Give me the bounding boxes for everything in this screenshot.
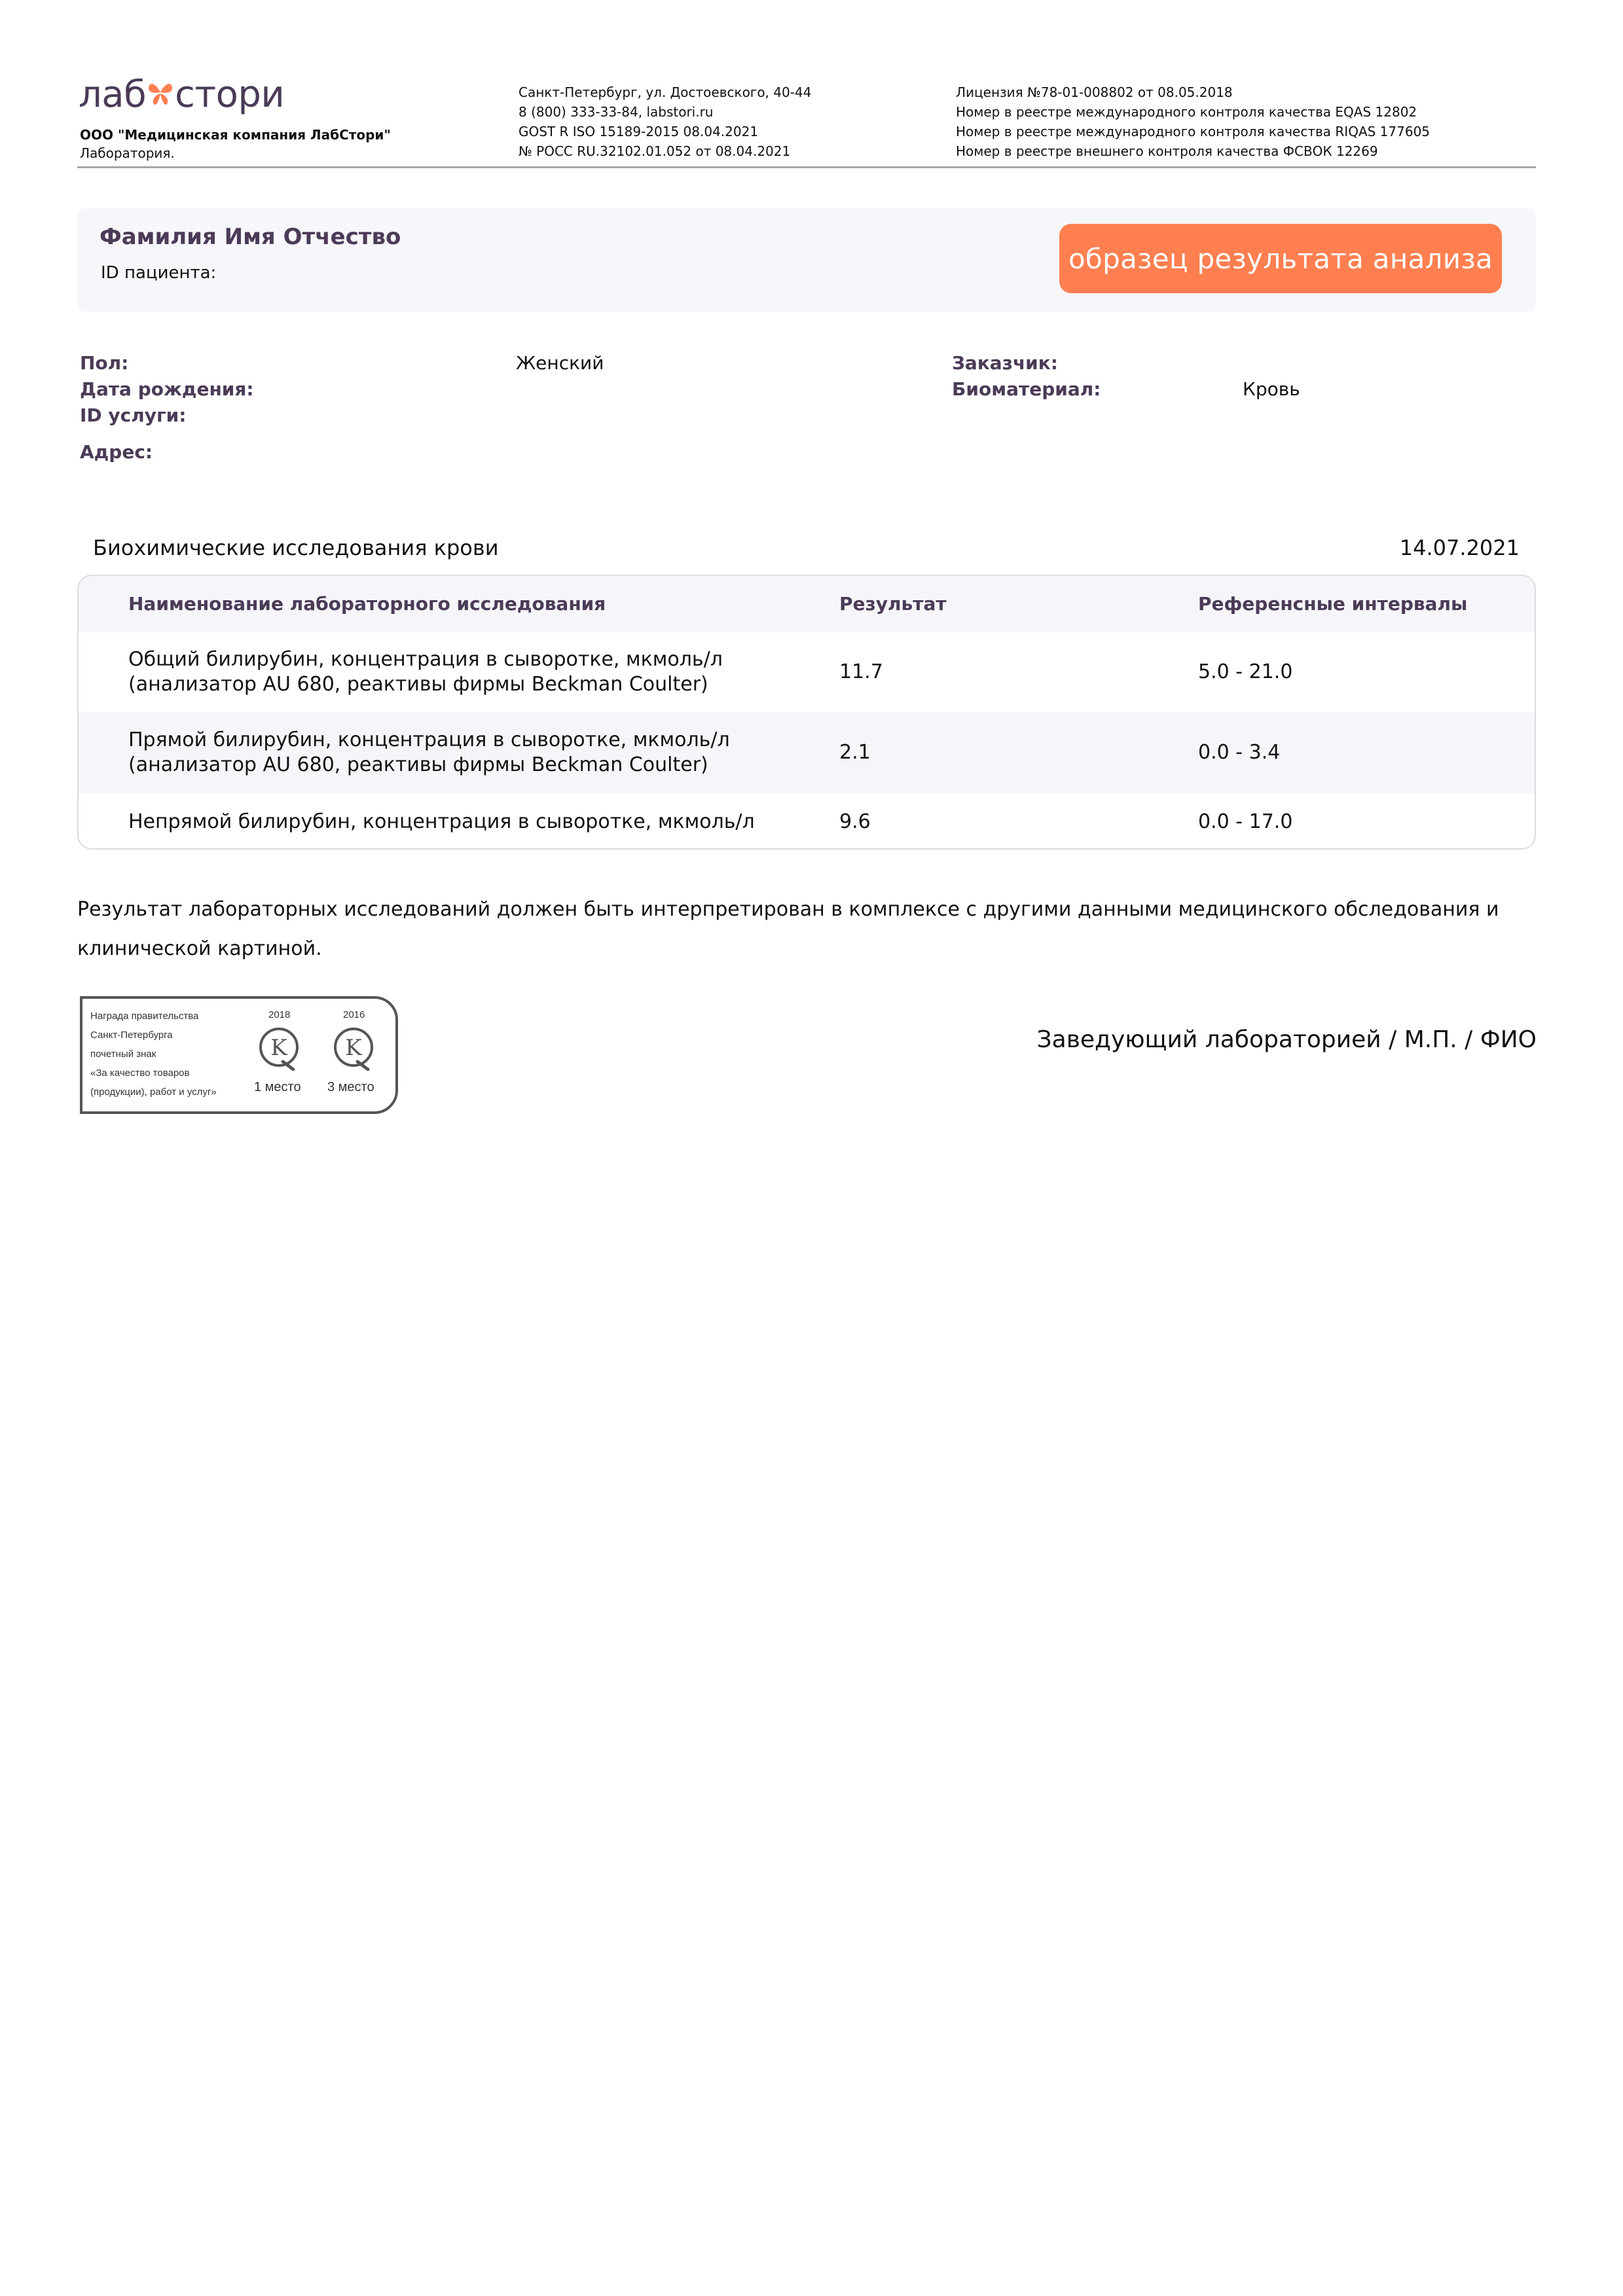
award-year-2018: 2018 xyxy=(268,1009,291,1020)
header-test-name: Наименование лабораторного исследования xyxy=(128,593,606,615)
result-cell: 11.7 xyxy=(839,660,883,683)
header-result: Результат xyxy=(839,593,947,615)
biomaterial-value: Кровь xyxy=(1243,378,1300,400)
section-date: 14.07.2021 xyxy=(1399,535,1520,560)
license-line: Лицензия №78-01-008802 от 08.05.2018 xyxy=(956,84,1233,100)
lab-logo xyxy=(79,73,284,116)
phone-line: 8 (800) 333-33-84, labstori.ru xyxy=(519,104,714,120)
result-cell: 2.1 xyxy=(839,741,871,764)
award-place-first: 1 место xyxy=(254,1080,301,1094)
address-line: Санкт-Петербург, ул. Достоевского, 40-44 xyxy=(519,84,812,100)
award-line: (продукции), работ и услуг» xyxy=(90,1086,217,1098)
test-name-cell xyxy=(128,647,816,697)
award-line: Санкт-Петербурга xyxy=(90,1030,173,1041)
lab-caption: Лаборатория. xyxy=(80,145,175,161)
table-row xyxy=(79,712,1535,793)
svg-text:K: K xyxy=(270,1035,287,1061)
customer-label: Заказчик: xyxy=(952,352,1058,374)
table-row xyxy=(79,632,1535,712)
header-divider xyxy=(77,166,1536,168)
reference-cell: 5.0 - 21.0 xyxy=(1198,660,1293,683)
butterfly-icon xyxy=(146,74,175,111)
biomaterial-label: Биоматериал: xyxy=(952,378,1101,400)
eqas-line: Номер в реестре международного контроля качества EQAS 12802 xyxy=(956,104,1417,120)
ross-line: № РОСС RU.32102.01.052 от 08.04.2021 xyxy=(519,143,791,159)
test-name-line: Общий билирубин, концентрация в сыворотке, мкмоль/л xyxy=(128,648,723,671)
test-name-line: Прямой билирубин, концентрация в сыворотке, мкмоль/л xyxy=(128,728,730,751)
birth-date-label: Дата рождения: xyxy=(80,378,254,400)
signature-line: Заведующий лабораторией / М.П. / ФИО xyxy=(1036,1026,1537,1053)
table-header-row xyxy=(79,576,1535,632)
results-table xyxy=(77,575,1536,850)
quality-mark-icon xyxy=(257,1026,301,1073)
fsvok-line: Номер в реестре внешнего контроля качества ФСВОК 12269 xyxy=(956,143,1378,159)
riqas-line: Номер в реестре международного контроля качества RIQAS 177605 xyxy=(956,124,1431,139)
sex-value: Женский xyxy=(516,352,604,374)
sex-label: Пол: xyxy=(80,352,129,374)
test-method-line: (анализатор AU 680, реактивы фирмы Beckman Coulter) xyxy=(128,673,708,696)
award-line: «За качество товаров xyxy=(90,1067,190,1079)
address-label: Адрес: xyxy=(80,441,153,463)
award-place-third: 3 место xyxy=(327,1080,374,1094)
section-title: Биохимические исследования крови xyxy=(93,535,499,560)
quality-mark-icon xyxy=(331,1026,376,1073)
award-year-2016: 2016 xyxy=(343,1009,365,1020)
logo-text-right: стори xyxy=(175,73,285,116)
interpretation-note: Результат лабораторных исследований должен быть интерпретирован в комплексе с другими данными медицинского обследования и клинической картиной. xyxy=(77,898,1499,960)
patient-id-label: ID пациента: xyxy=(101,263,217,283)
test-name-cell xyxy=(128,810,816,834)
sample-result-button[interactable]: образец результата анализа xyxy=(1059,224,1502,293)
company-name: ООО "Медицинская компания ЛабСтори" xyxy=(80,127,391,143)
logo-text-left: лаб xyxy=(79,73,147,116)
result-cell: 9.6 xyxy=(839,810,871,833)
licenses-block xyxy=(956,82,1430,161)
contacts-block xyxy=(519,82,811,161)
award-line: почетный знак xyxy=(90,1049,156,1060)
reference-cell: 0.0 - 3.4 xyxy=(1198,741,1281,764)
award-text xyxy=(90,1007,217,1102)
reference-cell: 0.0 - 17.0 xyxy=(1198,810,1293,833)
test-name-line: Непрямой билирубин, концентрация в сыворотке, мкмоль/л xyxy=(128,810,755,833)
award-line: Награда правительства xyxy=(90,1011,199,1022)
gost-line: GOST R ISO 15189-2015 08.04.2021 xyxy=(519,124,759,139)
header-reference: Референсные интервалы xyxy=(1198,593,1468,615)
service-id-label: ID услуги: xyxy=(80,404,187,426)
test-method-line: (анализатор AU 680, реактивы фирмы Beckman Coulter) xyxy=(128,753,708,776)
table-row xyxy=(79,793,1535,850)
patient-name: Фамилия Имя Отчество xyxy=(100,224,401,250)
test-name-cell xyxy=(128,728,816,778)
svg-text:K: K xyxy=(345,1035,362,1061)
